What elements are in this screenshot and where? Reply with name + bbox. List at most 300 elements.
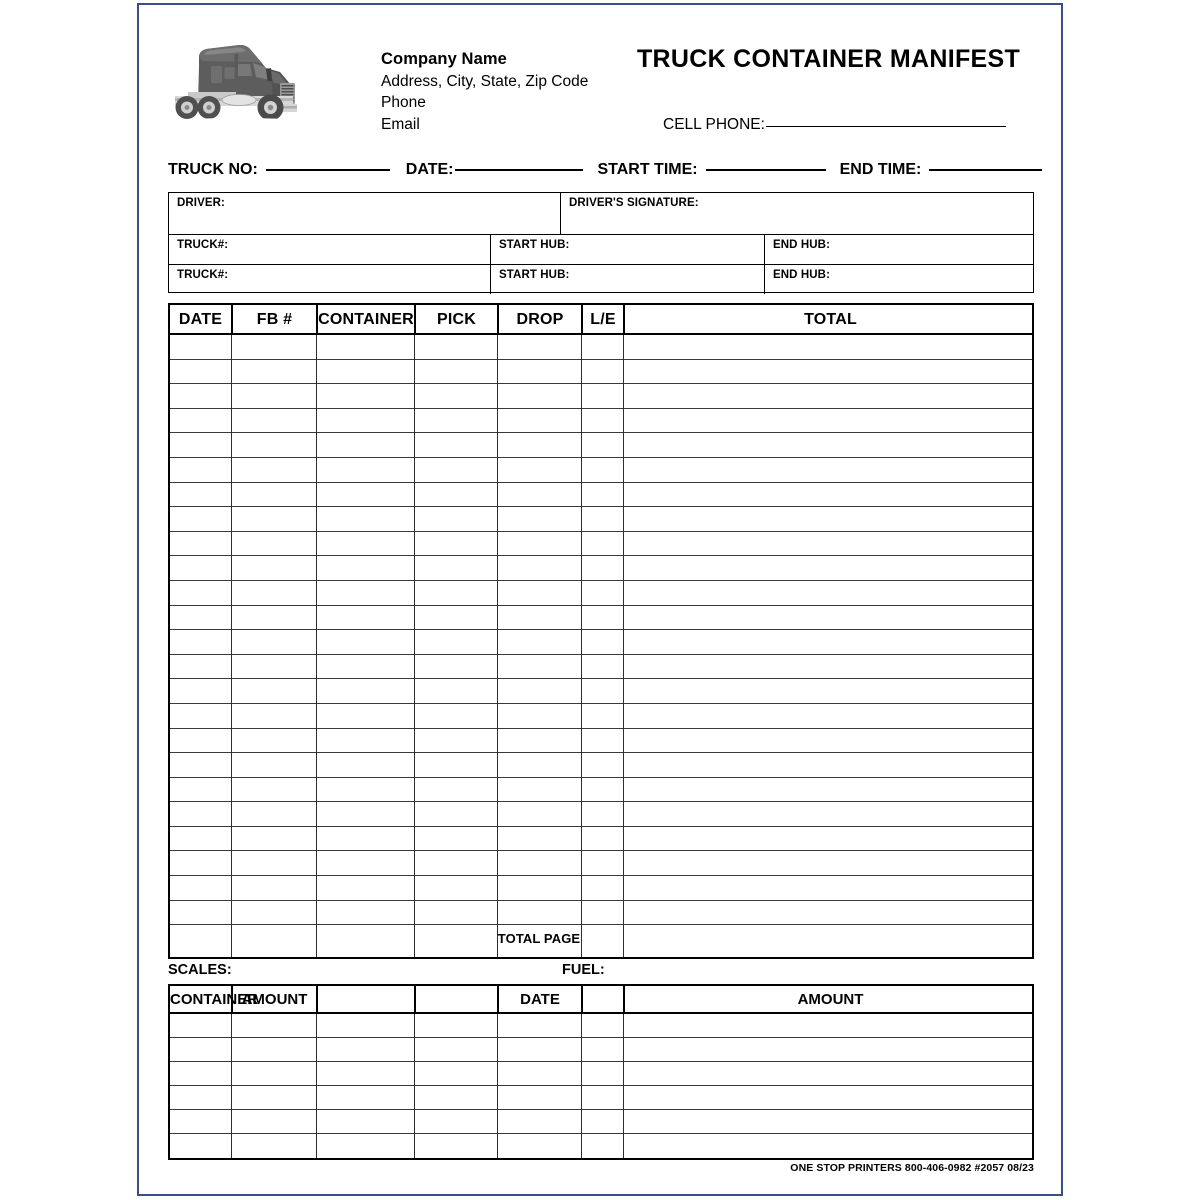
table-cell[interactable] [414, 655, 497, 679]
table-cell[interactable] [623, 630, 1036, 654]
table-cell[interactable] [170, 458, 231, 482]
table-cell[interactable] [623, 1014, 1036, 1037]
table-cell[interactable] [231, 335, 316, 359]
table-cell[interactable] [316, 704, 414, 728]
table-cell[interactable] [414, 507, 497, 531]
table-row[interactable] [170, 729, 1032, 754]
table-cell[interactable] [231, 1110, 316, 1133]
table-cell[interactable] [497, 679, 581, 703]
table-cell[interactable] [231, 753, 316, 777]
table-cell[interactable] [316, 876, 414, 900]
table-cell[interactable] [170, 1086, 231, 1109]
table-cell[interactable] [497, 753, 581, 777]
table-cell[interactable] [316, 925, 414, 950]
table-cell[interactable] [623, 556, 1036, 580]
table-cell[interactable] [581, 778, 623, 802]
table-cell[interactable] [231, 925, 316, 950]
table-cell[interactable] [316, 901, 414, 925]
table-cell[interactable] [316, 679, 414, 703]
manifest-info-line [168, 161, 1034, 187]
table-cell[interactable] [581, 556, 623, 580]
driver-signature-cell[interactable] [560, 193, 1035, 234]
table-cell[interactable] [623, 802, 1036, 826]
table-row[interactable] [170, 1086, 1032, 1110]
table-cell[interactable] [170, 753, 231, 777]
table-cell[interactable] [414, 778, 497, 802]
table-cell[interactable] [581, 630, 623, 654]
table-row[interactable] [170, 1110, 1032, 1134]
table-cell[interactable] [623, 1038, 1036, 1061]
truck-hub-row-1 [169, 234, 1033, 264]
table-cell[interactable] [414, 802, 497, 826]
company-address: Address, City, State, Zip Code [381, 72, 589, 90]
table-cell[interactable] [497, 384, 581, 408]
table-cell[interactable] [414, 753, 497, 777]
column-divider [581, 335, 582, 957]
table-cell[interactable] [581, 827, 623, 851]
table-cell[interactable] [414, 851, 497, 875]
table-cell[interactable] [231, 876, 316, 900]
table-cell[interactable] [316, 556, 414, 580]
fuel-label: FUEL: [562, 962, 605, 978]
table-cell[interactable] [316, 433, 414, 457]
table-row[interactable] [170, 1038, 1032, 1062]
table-cell[interactable] [581, 1038, 623, 1061]
table-cell[interactable] [581, 507, 623, 531]
table-cell[interactable] [623, 360, 1036, 384]
table-cell[interactable] [581, 655, 623, 679]
table-cell[interactable] [316, 1110, 414, 1133]
table-row[interactable] [170, 1062, 1032, 1086]
table-cell[interactable] [497, 1062, 581, 1085]
end-hub-label-2: END HUB: [773, 269, 831, 281]
table-row[interactable] [170, 483, 1032, 508]
table-cell[interactable] [581, 753, 623, 777]
table-cell[interactable] [414, 409, 497, 433]
table-cell[interactable] [623, 753, 1036, 777]
table-cell[interactable] [623, 851, 1036, 875]
table-cell[interactable] [316, 630, 414, 654]
table-row[interactable] [170, 851, 1032, 876]
column-divider [581, 1014, 582, 1158]
end-hub-cell-1[interactable] [764, 235, 1035, 264]
table-cell[interactable] [170, 778, 231, 802]
table-cell[interactable] [497, 901, 581, 925]
table-cell[interactable] [623, 1110, 1036, 1133]
table-cell[interactable] [170, 532, 231, 556]
table-cell[interactable] [497, 1038, 581, 1061]
table-cell[interactable] [581, 581, 623, 605]
table-cell[interactable] [231, 532, 316, 556]
table-cell[interactable] [170, 876, 231, 900]
table-cell[interactable] [414, 1014, 497, 1037]
end-hub-cell-2[interactable] [764, 265, 1035, 294]
table-cell[interactable] [316, 360, 414, 384]
table-cell[interactable] [414, 1110, 497, 1133]
table-cell[interactable] [623, 409, 1036, 433]
table-cell[interactable] [414, 1086, 497, 1109]
cell-phone-input-rule[interactable] [766, 126, 1006, 127]
table-cell[interactable] [581, 1086, 623, 1109]
table-cell[interactable] [497, 851, 581, 875]
table-row[interactable] [170, 827, 1032, 852]
table-cell[interactable] [581, 851, 623, 875]
table-cell[interactable] [170, 433, 231, 457]
table-cell[interactable] [316, 507, 414, 531]
table-cell[interactable] [581, 360, 623, 384]
table-row[interactable] [170, 532, 1032, 557]
table-cell[interactable] [623, 384, 1036, 408]
table-cell[interactable] [316, 335, 414, 359]
table-cell[interactable] [316, 802, 414, 826]
table-cell[interactable] [316, 384, 414, 408]
table-cell[interactable] [581, 433, 623, 457]
table-cell[interactable] [316, 851, 414, 875]
table-cell[interactable] [581, 384, 623, 408]
table-cell[interactable] [231, 778, 316, 802]
table-cell[interactable] [170, 655, 231, 679]
table-cell[interactable] [316, 1086, 414, 1109]
table-cell[interactable] [581, 532, 623, 556]
table-cell[interactable] [231, 360, 316, 384]
table-row[interactable] [170, 802, 1032, 827]
table-row[interactable] [170, 384, 1032, 409]
table-cell[interactable] [316, 1062, 414, 1085]
table-cell[interactable] [497, 876, 581, 900]
table-cell[interactable] [581, 679, 623, 703]
column-divider [623, 335, 624, 957]
table-cell[interactable] [414, 532, 497, 556]
table-cell[interactable] [497, 630, 581, 654]
table-cell[interactable] [231, 606, 316, 630]
table-cell[interactable] [414, 384, 497, 408]
table-cell[interactable] [623, 507, 1036, 531]
column-divider [316, 335, 317, 957]
start-time-field[interactable] [597, 161, 825, 179]
table-cell[interactable] [581, 1062, 623, 1085]
table-cell[interactable] [170, 851, 231, 875]
table-cell[interactable] [581, 458, 623, 482]
table-cell[interactable] [414, 1062, 497, 1085]
table-row[interactable] [170, 581, 1032, 606]
column-divider [231, 1014, 232, 1158]
table-cell[interactable] [623, 729, 1036, 753]
table-cell[interactable] [170, 409, 231, 433]
table-row[interactable] [170, 876, 1032, 901]
table-cell[interactable] [170, 606, 231, 630]
table-cell[interactable] [497, 704, 581, 728]
table-cell[interactable] [414, 630, 497, 654]
truck-no-input-rule[interactable] [266, 169, 390, 171]
company-info-block [381, 48, 588, 135]
table-cell[interactable] [581, 1134, 623, 1158]
table-cell[interactable] [414, 729, 497, 753]
company-email: Email [381, 115, 420, 133]
driver-name-cell[interactable] [169, 193, 560, 234]
table-cell[interactable] [623, 1086, 1036, 1109]
table-cell[interactable] [497, 1014, 581, 1037]
table-cell[interactable] [170, 1062, 231, 1085]
table-cell[interactable] [581, 1014, 623, 1037]
table-cell[interactable] [170, 679, 231, 703]
table-cell[interactable] [231, 458, 316, 482]
table-cell[interactable] [316, 827, 414, 851]
page-title: TRUCK CONTAINER MANIFEST [636, 45, 1021, 73]
table-cell[interactable] [170, 335, 231, 359]
column-divider [623, 1014, 624, 1158]
table-cell[interactable] [231, 384, 316, 408]
table-row[interactable] [170, 507, 1032, 532]
table-cell[interactable] [497, 433, 581, 457]
table-cell[interactable] [623, 581, 1036, 605]
cell-phone-field[interactable] [663, 116, 1034, 134]
table-cell[interactable] [414, 556, 497, 580]
table-row[interactable] [170, 1134, 1032, 1158]
table-cell[interactable] [414, 483, 497, 507]
table-cell[interactable] [623, 704, 1036, 728]
table-cell[interactable] [316, 729, 414, 753]
table-cell[interactable] [231, 655, 316, 679]
table-cell[interactable] [581, 606, 623, 630]
table-cell[interactable] [414, 901, 497, 925]
driver-info-box [168, 192, 1034, 293]
table-cell[interactable] [170, 827, 231, 851]
table-cell[interactable] [497, 827, 581, 851]
table-cell[interactable] [623, 827, 1036, 851]
header-region [168, 32, 1034, 147]
table-cell[interactable] [316, 655, 414, 679]
date-label: DATE: [405, 161, 454, 178]
table-cell[interactable] [231, 1014, 316, 1037]
table-row[interactable] [170, 606, 1032, 631]
table-row[interactable] [170, 778, 1032, 803]
table-cell[interactable] [231, 556, 316, 580]
table-cell[interactable] [316, 753, 414, 777]
table-cell[interactable] [231, 581, 316, 605]
table-row[interactable] [170, 335, 1032, 360]
scales-fuel-table-header [170, 986, 1032, 1014]
table-cell[interactable] [170, 1134, 231, 1158]
table-cell[interactable] [623, 901, 1036, 925]
table-cell[interactable] [497, 556, 581, 580]
table-cell[interactable] [231, 409, 316, 433]
table-cell[interactable] [414, 360, 497, 384]
truck-number-label-2: TRUCK#: [177, 269, 229, 281]
table-cell[interactable] [231, 679, 316, 703]
table-cell[interactable] [623, 679, 1036, 703]
table-cell[interactable] [414, 606, 497, 630]
table-cell[interactable] [497, 1086, 581, 1109]
semi-truck-illustration-icon [168, 37, 313, 132]
page-frame-border [137, 3, 1063, 1196]
table-cell[interactable] [581, 802, 623, 826]
end-time-field[interactable] [840, 161, 1043, 179]
start-hub-label-1: START HUB: [499, 239, 570, 251]
table-cell[interactable] [170, 483, 231, 507]
table-cell[interactable] [170, 1038, 231, 1061]
table-cell[interactable] [623, 458, 1036, 482]
table-cell[interactable] [414, 581, 497, 605]
start-hub-cell-2[interactable] [490, 265, 764, 294]
column-header-total: TOTAL [623, 305, 1036, 333]
manifest-entry-table [168, 303, 1034, 959]
table-row[interactable] [170, 433, 1032, 458]
table-cell[interactable] [316, 581, 414, 605]
table-cell[interactable] [170, 384, 231, 408]
table-cell[interactable] [170, 507, 231, 531]
table-cell[interactable] [231, 1038, 316, 1061]
end-time-label: END TIME: [839, 161, 922, 178]
truck-number-cell-1[interactable] [169, 235, 490, 264]
table-cell[interactable] [497, 655, 581, 679]
table-cell[interactable] [581, 729, 623, 753]
table-cell[interactable] [414, 458, 497, 482]
table-cell[interactable] [231, 901, 316, 925]
table-cell[interactable] [581, 876, 623, 900]
table-cell[interactable] [231, 1134, 316, 1158]
table-cell[interactable] [170, 630, 231, 654]
table-cell[interactable] [414, 1038, 497, 1061]
table-row[interactable] [170, 409, 1032, 434]
table-cell[interactable] [316, 1014, 414, 1037]
table-cell[interactable] [623, 876, 1036, 900]
table-cell[interactable] [231, 851, 316, 875]
table-cell[interactable] [170, 556, 231, 580]
table-row[interactable] [170, 753, 1032, 778]
table-cell[interactable] [581, 409, 623, 433]
table-cell[interactable] [316, 532, 414, 556]
start-time-label: START TIME: [597, 161, 698, 178]
table-cell[interactable] [497, 606, 581, 630]
start-time-input-rule[interactable] [706, 169, 826, 171]
table-cell[interactable] [170, 729, 231, 753]
table-cell[interactable] [231, 802, 316, 826]
manifest-table-header [170, 305, 1032, 335]
table-cell[interactable] [581, 1110, 623, 1133]
table-cell[interactable] [316, 483, 414, 507]
table-cell[interactable] [497, 409, 581, 433]
end-hub-label-1: END HUB: [773, 239, 831, 251]
bottom-column-header-date: DATE [497, 986, 581, 1012]
table-cell[interactable] [170, 581, 231, 605]
truck-hub-row-2 [169, 264, 1033, 294]
table-cell[interactable] [623, 335, 1036, 359]
table-cell[interactable] [231, 729, 316, 753]
table-cell[interactable] [231, 433, 316, 457]
table-cell[interactable] [231, 507, 316, 531]
table-cell[interactable] [316, 778, 414, 802]
cell-phone-label: CELL PHONE: [663, 116, 765, 133]
table-cell[interactable] [231, 704, 316, 728]
table-row[interactable] [170, 901, 1032, 926]
table-cell[interactable] [170, 704, 231, 728]
table-cell[interactable] [497, 483, 581, 507]
table-cell[interactable] [497, 802, 581, 826]
table-cell[interactable] [623, 1134, 1036, 1158]
table-row[interactable] [170, 360, 1032, 385]
table-row[interactable] [170, 556, 1032, 581]
table-cell[interactable] [170, 925, 231, 950]
table-cell[interactable] [316, 409, 414, 433]
table-cell[interactable] [497, 507, 581, 531]
table-row[interactable] [170, 655, 1032, 680]
table-cell[interactable] [581, 335, 623, 359]
table-cell[interactable] [497, 532, 581, 556]
table-cell[interactable] [231, 483, 316, 507]
table-cell[interactable] [581, 925, 623, 950]
table-cell[interactable] [497, 458, 581, 482]
table-cell[interactable] [231, 827, 316, 851]
table-cell[interactable] [497, 729, 581, 753]
table-cell[interactable] [414, 827, 497, 851]
table-row[interactable] [170, 679, 1032, 704]
table-cell[interactable] [414, 704, 497, 728]
table-cell[interactable] [497, 1110, 581, 1133]
table-row[interactable] [170, 1014, 1032, 1038]
table-cell[interactable] [623, 606, 1036, 630]
date-field[interactable] [406, 161, 584, 179]
truck-no-field[interactable] [168, 161, 390, 179]
table-cell[interactable] [316, 458, 414, 482]
table-cell[interactable] [231, 630, 316, 654]
table-cell[interactable] [170, 901, 231, 925]
scales-fuel-labels [168, 962, 1034, 984]
table-row[interactable] [170, 630, 1032, 655]
table-cell[interactable] [623, 778, 1036, 802]
column-header-fb: FB # [231, 305, 316, 333]
table-cell[interactable] [414, 1134, 497, 1158]
table-cell[interactable] [497, 1134, 581, 1158]
table-cell[interactable] [497, 360, 581, 384]
table-row[interactable] [170, 458, 1032, 483]
table-cell[interactable] [170, 1014, 231, 1037]
table-cell[interactable] [414, 876, 497, 900]
table-cell[interactable] [414, 925, 497, 950]
table-cell[interactable] [497, 778, 581, 802]
table-cell[interactable] [623, 1062, 1036, 1085]
truck-number-cell-2[interactable] [169, 265, 490, 294]
date-input-rule[interactable] [455, 169, 583, 171]
table-cell[interactable] [170, 1110, 231, 1133]
table-cell[interactable] [623, 483, 1036, 507]
column-divider [231, 335, 232, 957]
table-cell[interactable] [414, 679, 497, 703]
table-row[interactable] [170, 925, 1032, 950]
end-time-input-rule[interactable] [929, 169, 1042, 171]
bottom-column-header-blank-5 [581, 986, 623, 1012]
table-cell[interactable] [316, 1134, 414, 1158]
table-cell[interactable] [497, 335, 581, 359]
table-cell[interactable] [581, 483, 623, 507]
start-hub-cell-1[interactable] [490, 235, 764, 264]
table-cell[interactable] [170, 802, 231, 826]
table-cell[interactable] [623, 532, 1036, 556]
table-cell[interactable] [414, 335, 497, 359]
table-cell[interactable] [623, 655, 1036, 679]
table-cell[interactable] [316, 1038, 414, 1061]
table-cell[interactable] [316, 606, 414, 630]
table-cell[interactable] [170, 360, 231, 384]
table-cell[interactable] [623, 925, 1036, 950]
table-cell[interactable] [414, 433, 497, 457]
table-cell[interactable] [581, 704, 623, 728]
table-cell[interactable] [581, 901, 623, 925]
table-cell[interactable] [231, 1086, 316, 1109]
table-cell[interactable] [231, 1062, 316, 1085]
table-cell[interactable] [497, 581, 581, 605]
table-row[interactable] [170, 704, 1032, 729]
table-cell[interactable] [623, 433, 1036, 457]
